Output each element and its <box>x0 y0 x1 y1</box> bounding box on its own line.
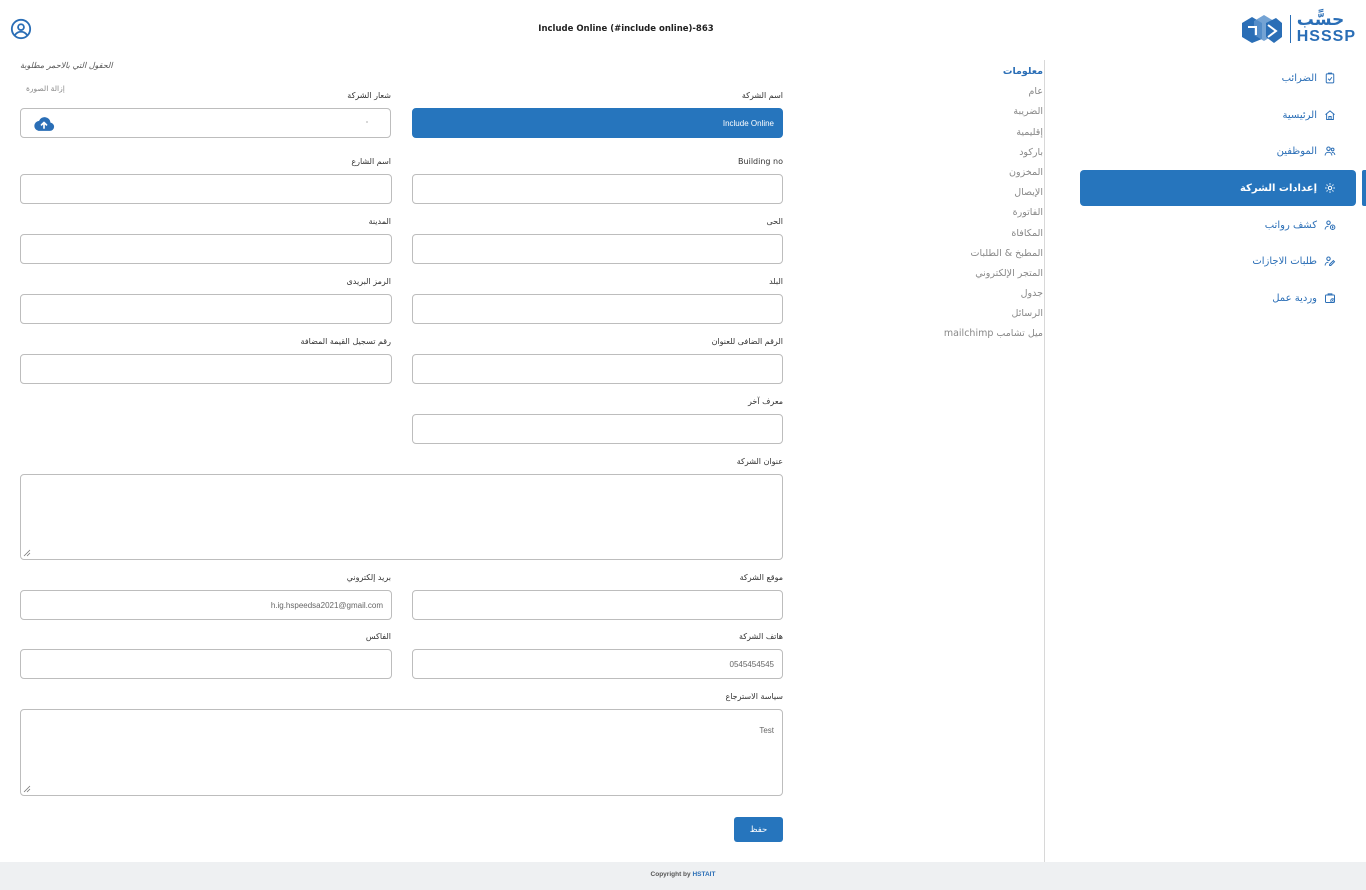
shift-icon <box>1324 292 1336 304</box>
street-name-label: اسم الشارع <box>351 157 391 166</box>
postal-code-input[interactable] <box>20 294 392 324</box>
return-policy-value: Test <box>759 726 774 735</box>
logo-text <box>1297 12 1356 45</box>
sidebar-item-work-shift[interactable] <box>1080 280 1356 316</box>
sidebar-item-label: طلبات الاجازات <box>1252 255 1317 267</box>
sidebar-item-label: وردية عمل <box>1272 292 1317 304</box>
section-nav-receipt[interactable]: الإيصال <box>1014 187 1043 199</box>
gear-icon <box>1324 182 1336 194</box>
postal-code-label: الرمز البريدى <box>346 277 391 286</box>
return-policy-label: سياسة الاسترجاع <box>725 692 783 701</box>
fax-input[interactable] <box>20 649 392 679</box>
section-nav-general[interactable]: عام <box>1028 86 1043 98</box>
logo-arabic-text: حسًّب <box>1296 10 1345 30</box>
sidebar <box>1080 60 1366 860</box>
sidebar-item-label: الرئيسية <box>1282 109 1317 121</box>
users-icon <box>1324 145 1336 157</box>
section-nav-regional[interactable]: إقليمية <box>1016 126 1043 138</box>
footer-brand-link[interactable]: HSTAIT <box>692 871 716 878</box>
resize-handle-icon[interactable] <box>23 785 31 793</box>
company-website-label: موقع الشركة <box>739 573 783 582</box>
logo-mark-icon <box>1240 13 1284 45</box>
company-phone-value: 0545454545 <box>729 659 774 669</box>
additional-address-no-input[interactable] <box>412 354 783 384</box>
city-input[interactable] <box>20 234 392 264</box>
section-nav-messages[interactable]: الرسائل <box>1011 308 1043 320</box>
logo[interactable] <box>1240 12 1356 45</box>
footer-copyright: Copyright by <box>650 871 693 878</box>
sidebar-item-label: إعدادات الشركة <box>1239 182 1317 194</box>
email-input[interactable] <box>20 590 392 620</box>
section-nav-invoice[interactable]: الفاتورة <box>1012 207 1043 219</box>
other-id-label: معرف آخر <box>748 397 783 406</box>
section-nav-barcode[interactable]: باركود <box>1019 146 1043 158</box>
vat-number-label: رقم تسجيل القيمة المضافة <box>300 337 391 346</box>
sidebar-item-taxes[interactable] <box>1080 60 1356 96</box>
sidebar-item-company-settings[interactable] <box>1080 170 1356 206</box>
section-nav-online-store[interactable]: المتجر الإلكتروني <box>975 267 1043 279</box>
company-address-textarea[interactable] <box>20 474 783 560</box>
tax-clipboard-icon <box>1324 72 1336 84</box>
email-label: بريد إلكتروني <box>346 573 391 582</box>
building-no-label: Building no <box>738 157 783 166</box>
sidebar-item-leave-requests[interactable] <box>1080 243 1356 279</box>
country-input[interactable] <box>412 294 783 324</box>
country-label: البلد <box>769 277 783 286</box>
resize-handle-icon[interactable] <box>23 549 31 557</box>
building-no-input[interactable] <box>412 174 783 204</box>
section-nav-info[interactable]: معلومات <box>1002 66 1043 77</box>
leave-request-icon <box>1324 255 1336 267</box>
company-logo-upload[interactable] <box>20 108 391 138</box>
return-policy-textarea[interactable] <box>20 709 783 796</box>
sidebar-item-label: الموظفين <box>1276 145 1317 157</box>
fax-label: الفاكس <box>365 632 391 641</box>
section-nav-schedule[interactable]: جدول <box>1020 288 1043 300</box>
sidebar-item-home[interactable] <box>1080 97 1356 133</box>
company-address-label: عنوان الشركة <box>736 457 783 466</box>
company-name-input[interactable] <box>412 108 783 138</box>
sidebar-item-payroll[interactable] <box>1080 207 1356 243</box>
page-title: Include Online (#include online)-863 <box>538 24 714 34</box>
sidebar-item-label: كشف رواتب <box>1264 219 1317 231</box>
company-logo-label: شعار الشركة <box>347 91 391 100</box>
footer <box>0 862 1366 890</box>
district-input[interactable] <box>412 234 783 264</box>
vat-number-input[interactable] <box>20 354 392 384</box>
required-fields-note: الحقول التي بالاحمر مطلوبة <box>20 61 113 70</box>
company-phone-input[interactable] <box>412 649 783 679</box>
company-website-input[interactable] <box>412 590 783 620</box>
street-name-input[interactable] <box>20 174 392 204</box>
save-button[interactable]: حفظ <box>734 817 783 842</box>
sidebar-active-marker <box>1362 170 1366 206</box>
email-value: h.ig.hspeedsa2021@gmail.com <box>270 600 383 610</box>
logo-latin-text: HSSSP <box>1296 28 1356 45</box>
other-id-input[interactable] <box>412 414 783 444</box>
sidebar-item-employees[interactable] <box>1080 133 1356 169</box>
payroll-icon <box>1324 219 1336 231</box>
section-nav-kitchen-orders[interactable]: المطبخ & الطلبات <box>970 247 1043 259</box>
section-divider <box>1044 60 1045 862</box>
section-nav <box>930 62 1043 345</box>
remove-image-link[interactable]: إزالة الصورة <box>26 84 65 93</box>
section-nav-tax[interactable]: الضريبة <box>1013 106 1043 118</box>
logo-divider <box>1290 15 1291 43</box>
company-name-value: Include Online <box>722 118 774 128</box>
district-label: الحى <box>766 217 783 226</box>
city-label: المدينة <box>368 217 391 226</box>
sidebar-item-label: الضرائب <box>1281 72 1317 84</box>
company-phone-label: هاتف الشركة <box>738 632 783 641</box>
additional-address-no-label: الرقم الضافى للعنوان <box>711 337 783 346</box>
section-nav-reward[interactable]: المكافاة <box>1011 227 1043 239</box>
section-nav-mailchimp[interactable]: mailchimp ميل تشامب <box>943 328 1043 340</box>
section-nav-inventory[interactable]: المخزون <box>1009 166 1043 178</box>
home-icon <box>1324 109 1336 121</box>
upload-placeholder-dot <box>366 121 368 123</box>
cloud-upload-icon[interactable] <box>33 115 55 132</box>
company-name-label: اسم الشركة <box>741 91 783 100</box>
